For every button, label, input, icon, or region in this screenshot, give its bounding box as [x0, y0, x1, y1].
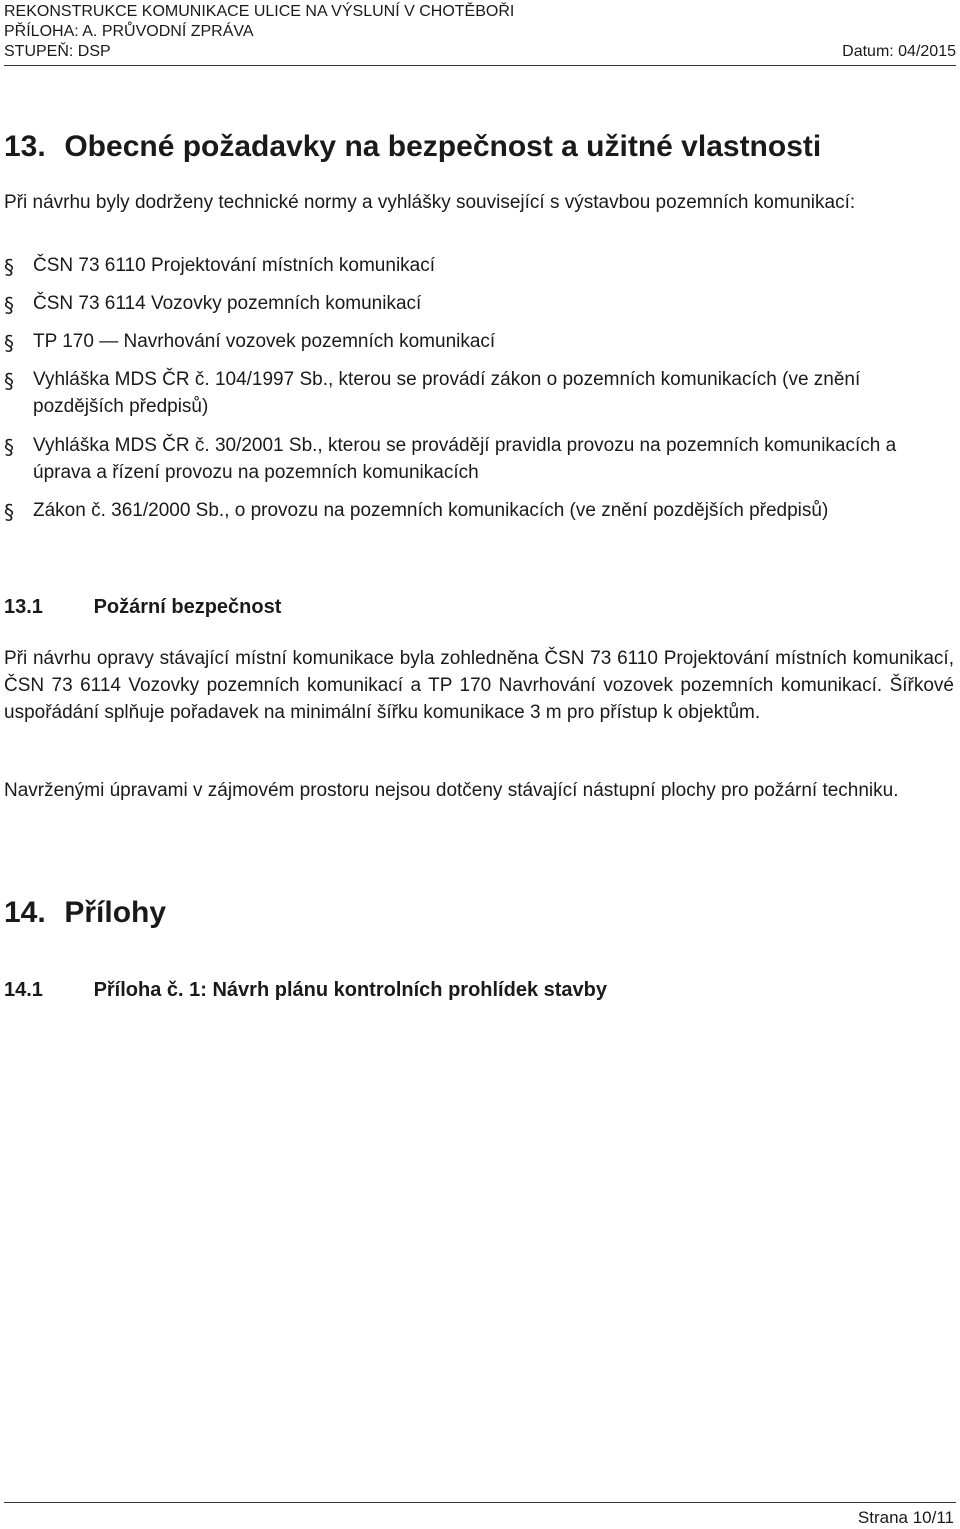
svg-text:§: § [4, 436, 14, 458]
section-13-title: Obecné požadavky na bezpečnost a užitné vlastnosti [64, 130, 822, 163]
section-sign-bullet-icon [4, 501, 16, 523]
header-attachment: PŘÍLOHA: A. PRŮVODNÍ ZPRÁVA [4, 23, 254, 40]
svg-text:§: § [4, 501, 14, 523]
header-date: Datum: 04/2015 [842, 43, 956, 60]
page-header [4, 2, 956, 62]
section-sign-bullet-icon [4, 436, 16, 458]
section-14-1-number: 14.1 [4, 979, 43, 1001]
section-sign-bullet-icon [4, 256, 16, 278]
footer-divider [4, 1502, 956, 1503]
section-sign-bullet-icon [4, 370, 16, 392]
list-item-text: TP 170 — Navrhování vozovek pozemních komunikací [33, 331, 496, 352]
section-13-heading [4, 130, 821, 164]
svg-text:§: § [4, 370, 14, 392]
section-14-heading [4, 896, 166, 930]
section-13-intro: Při návrhu byly dodrženy technické normy a vyhlášky související s výstavbou pozemních komunikací: [4, 192, 856, 213]
header-stage: STUPEŇ: DSP [4, 43, 111, 60]
svg-text:§: § [4, 256, 14, 278]
section-14-1-heading [4, 979, 607, 1002]
list-item-text: ČSN 73 6110 Projektování místních komunikací [33, 255, 436, 276]
section-sign-bullet-icon [4, 294, 16, 316]
section-14-1-title: Příloha č. 1: Návrh plánu kontrolních prohlídek stavby [93, 979, 607, 1001]
header-divider [4, 65, 956, 66]
section-14-title: Přílohy [64, 896, 167, 929]
page-number: Strana 10/11 [857, 1508, 954, 1527]
fire-safety-paragraph-2: Navrženými úpravami v zájmovém prostoru nejsou dotčeny stávající nástupní plochy pro požární techniku. [4, 780, 899, 801]
section-13-1-number: 13.1 [4, 596, 43, 618]
svg-text:§: § [4, 294, 14, 316]
section-13-number: 13. [4, 130, 46, 163]
header-project: REKONSTRUKCE KOMUNIKACE ULICE NA VÝSLUNÍ V CHOTĚBOŘI [4, 3, 515, 20]
fire-safety-paragraph-1: Při návrhu opravy stávající místní komunikace byla zohledněna ČSN 73 6110 Projektování místních komunikací, ČSN 73 6114 Vozovky pozemních komunikací a TP 170 Navrhování vozovek pozemních komunikací. Šířkové uspořádání splňuje pořadavek na minimální šířku komunikace 3 m pro přístup k objektům. [4, 648, 954, 723]
section-sign-bullet-icon [4, 332, 16, 354]
section-14-number: 14. [4, 896, 46, 929]
list-item-text: ČSN 73 6114 Vozovky pozemních komunikací [33, 293, 422, 314]
list-item-text: Vyhláška MDS ČR č. 104/1997 Sb., kterou se provádí zákon o pozemních komunikacích (ve znění pozdějších předpisů) [33, 369, 861, 417]
section-13-1-title: Požární bezpečnost [93, 596, 282, 618]
list-item-text: Vyhláška MDS ČR č. 30/2001 Sb., kterou se provádějí pravidla provozu na pozemních komunikacích a úprava a řízení provozu na pozemních komunikacích [33, 435, 897, 483]
section-13-1-heading [4, 596, 281, 619]
list-item-text: Zákon č. 361/2000 Sb., o provozu na pozemních komunikacích (ve znění pozdějších předpisů) [33, 500, 829, 521]
svg-text:§: § [4, 332, 14, 354]
header-row [4, 42, 956, 62]
